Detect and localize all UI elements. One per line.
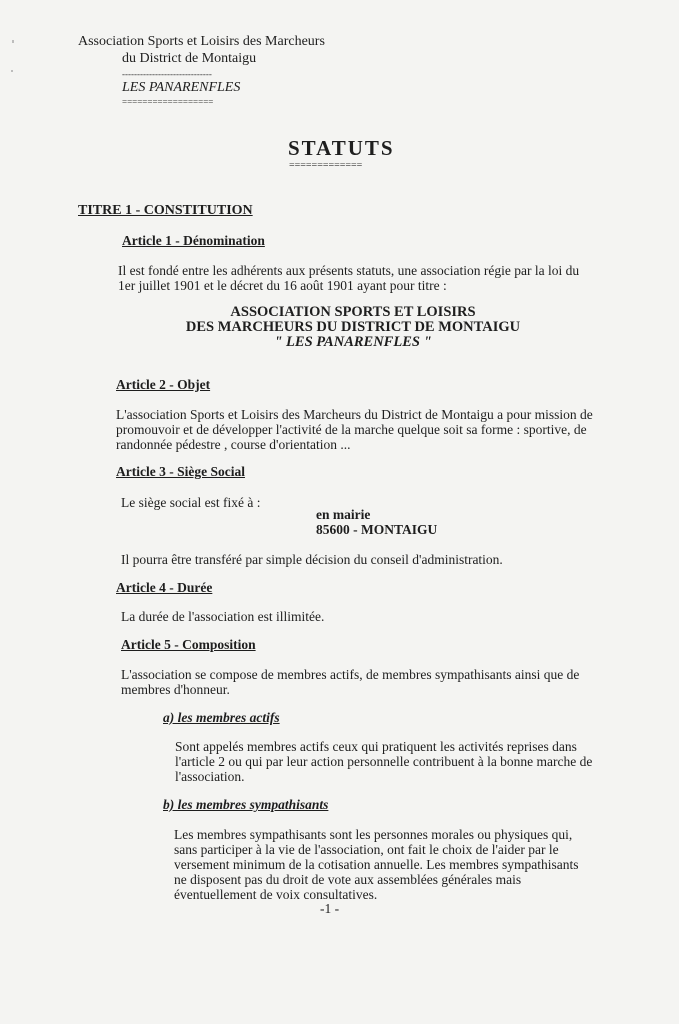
letterhead-line-2: du District de Montaigu (122, 51, 257, 66)
association-name-line-2: DES MARCHEURS DU DISTRICT DE MONTAIGU (185, 319, 521, 335)
subsection-b-heading: b) les membres sympathisants (163, 797, 329, 812)
subsection-b-text: Les membres sympathisants sont les personnes morales ou physiques qui, sans participer à la vie de l'association, ont fait le choix de l'aider par le versement minimum de la cotisation annuelle. Les membres sympathisants ne disposent pas du droit de vote aux assemblées générales mais éventuellement de voix consultatives. (174, 827, 579, 902)
scan-mark-left-2 (11, 70, 13, 72)
article-5-text: L'association se compose de membres actifs, de membres sympathisants ainsi que de membres d'honneur. (121, 667, 580, 697)
article-3-heading: Article 3 - Siège Social (116, 464, 245, 479)
subsection-a-heading: a) les membres actifs (163, 710, 280, 725)
article-2-heading: Article 2 - Objet (116, 377, 211, 392)
association-name-line-1: ASSOCIATION SPORTS ET LOISIRS (230, 304, 476, 320)
article-4-text: La durée de l'association est illimitée. (121, 609, 325, 624)
address-line-1: en mairie (316, 507, 371, 522)
article-1-heading: Article 1 - Dénomination (122, 233, 265, 248)
letterhead-rule-1: ------------------------------ (122, 69, 212, 79)
page-title: STATUTS (288, 136, 395, 160)
letterhead-rule-2: ================== (122, 97, 214, 107)
letterhead-name: LES PANARENFLES (122, 80, 241, 95)
article-5-heading: Article 5 - Composition (121, 637, 256, 652)
article-4-heading: Article 4 - Durée (116, 580, 213, 595)
association-name-line-3: " LES PANARENFLES " (274, 334, 432, 350)
article-2-text: L'association Sports et Loisirs des Marcheurs du District de Montaigu a pour mission de promouvoir et de développer l'activité de la marche quelque soit sa forme : sportive, de randonnée pédestre , course d'orientation ... (116, 407, 593, 452)
section-heading-titre-1: TITRE 1 - CONSTITUTION (78, 203, 253, 218)
page-number: -1 - (320, 901, 340, 916)
scan-mark-left (12, 40, 14, 43)
article-3-text: Il pourra être transféré par simple décision du conseil d'administration. (121, 552, 503, 567)
subsection-a-text: Sont appelés membres actifs ceux qui pratiquent les activités reprises dans l'article 2 ou qui par leur action personnelle contribuent à la bonne marche de l'association. (175, 739, 593, 784)
title-rule: ============= (289, 160, 363, 171)
address-line-2: 85600 - MONTAIGU (316, 522, 438, 537)
letterhead-line-1: Association Sports et Loisirs des Marcheurs (78, 34, 325, 49)
article-1-text: Il est fondé entre les adhérents aux présents statuts, une association régie par la loi du 1er juillet 1901 et le décret du 16 août 1901 ayant pour titre : (118, 263, 580, 293)
article-3-intro: Le siège social est fixé à : (121, 495, 261, 510)
